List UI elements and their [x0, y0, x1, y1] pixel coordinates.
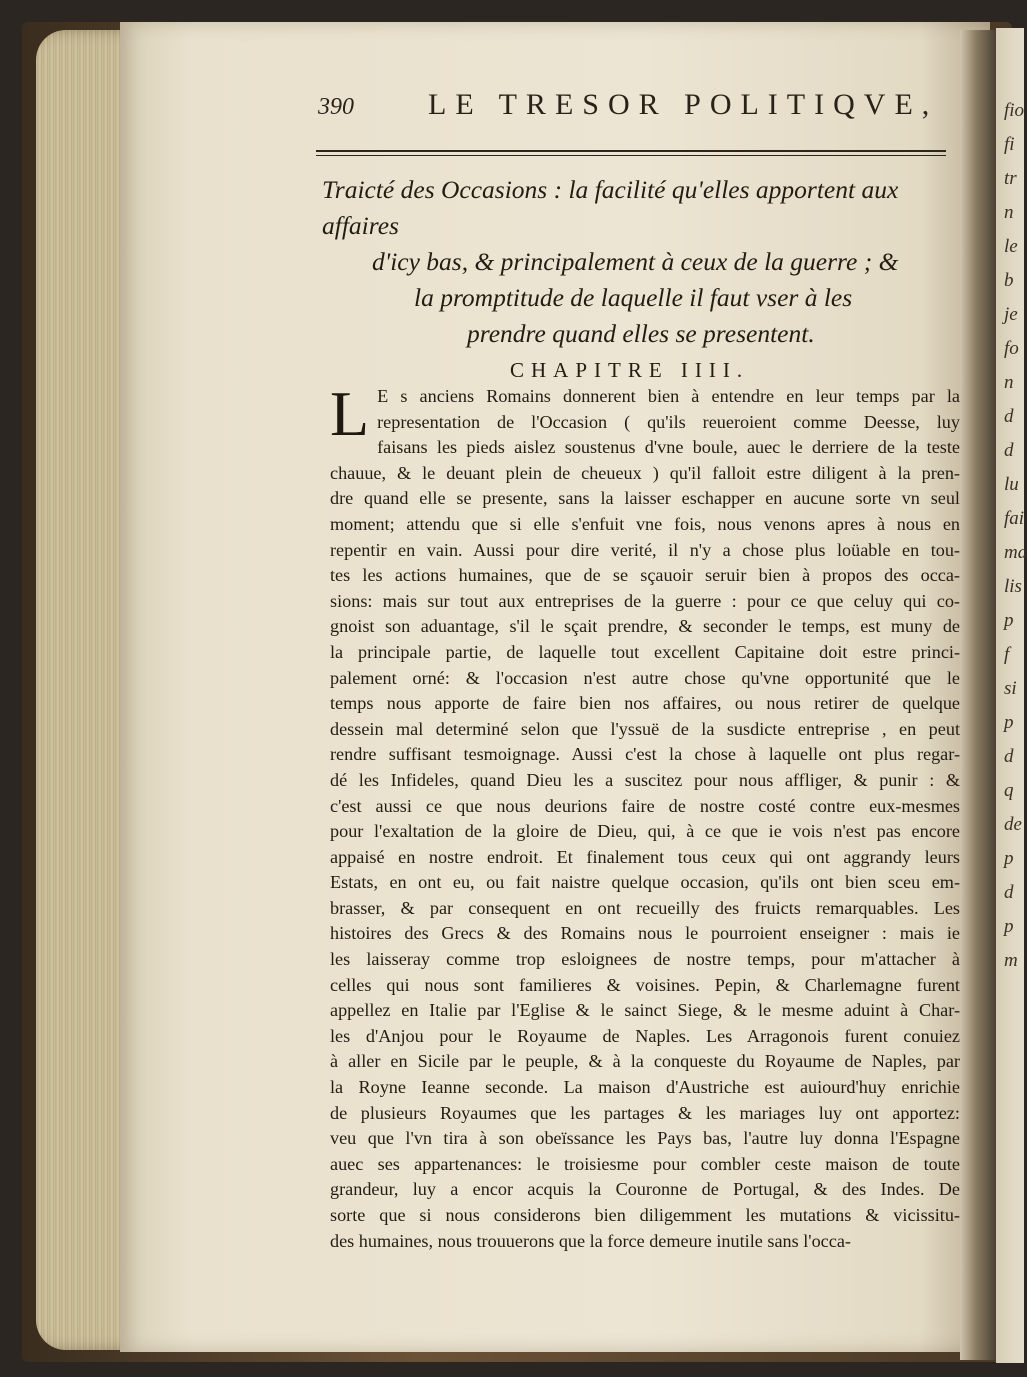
book-gutter	[960, 30, 1000, 1360]
right-page-fragment: d	[1004, 882, 1014, 903]
right-page-fragment: je	[1004, 304, 1018, 325]
right-page-fragment: b	[1004, 270, 1014, 291]
body-line: dre quand elle se presente, sans la laisser eschapper en aucune sorte vn seul	[330, 488, 960, 509]
right-page-edge	[996, 28, 1027, 1363]
right-page-fragment: q	[1004, 780, 1014, 801]
right-page-fragment: f	[1004, 644, 1010, 665]
body-line: veu que l'vn tira à son obeïssance les Pays bas, l'autre luy donna l'Espagne	[330, 1128, 960, 1149]
right-page-fragment: n	[1004, 202, 1014, 223]
right-page-fragment: tr	[1004, 168, 1017, 189]
right-page-fragment: p	[1004, 848, 1014, 869]
body-line: la Royne Ieanne seconde. La maison d'Austriche est auiourd'huy enrichie	[330, 1077, 960, 1098]
right-page-fragment: le	[1004, 236, 1018, 257]
subtitle-line: Traicté des Occasions : la facilité qu'elles apportent aux affaires	[322, 175, 899, 240]
body-line: appaisé en nostre endroit. Et finalement tous ceux qui ont aggrandy leurs	[330, 846, 960, 867]
right-page-fragment: fi	[1004, 134, 1015, 155]
right-page-fragment: d	[1004, 440, 1014, 461]
chapter-heading: CHAPITRE IIII.	[510, 358, 750, 382]
subtitle-line: prendre quand elles se presentent.	[467, 319, 815, 348]
header-rule	[316, 150, 946, 156]
right-page-fragment: d	[1004, 746, 1014, 767]
body-line: les d'Anjou pour le Royaume de Naples. Les Arragonois furent conuiez	[330, 1025, 960, 1046]
right-page-fragment: n	[1004, 372, 1014, 393]
body-line: brasser, & par consequent en ont recueilly des fruicts remarquables. Les	[330, 897, 960, 918]
body-line: de plusieurs Royaumes que les partages & les mariages luy ont apportez:	[330, 1102, 960, 1123]
right-page-fragment: lu	[1004, 474, 1019, 495]
page-number: 390	[318, 94, 354, 120]
body-line: E s anciens Romains donnerent bien à entendre en leur temps par la	[377, 386, 960, 406]
subtitle-line: d'icy bas, & principalement à ceux de la guerre ; &	[372, 247, 899, 276]
body-line: sorte que si nous considerons bien diligemment les mutations & vicissitu-	[330, 1205, 960, 1225]
right-page-fragment: p	[1004, 712, 1014, 733]
body-line: chauue, & le deuant plein de cheueux ) qu'il falloit estre diligent à la pren-	[330, 462, 960, 483]
running-title: LE TRESOR POLITIQVE,	[428, 88, 939, 121]
body-line: c'est aussi ce que nous deurions faire de nostre costé contre eux-mesmes	[330, 795, 960, 816]
body-line: moment; attendu que si elle s'enfuit vne fois, nous venons apres à nous en	[330, 513, 960, 534]
right-page-fragment: fio	[1004, 100, 1025, 121]
body-line: appellez en Italie par l'Eglise & le sainct Siege, & le mesme aduint à Char-	[330, 1000, 960, 1021]
body-line: rendre suffisant tesmoignage. Aussi c'est la chose à laquelle ont plus regar-	[330, 744, 960, 765]
right-page-fragment: si	[1004, 678, 1017, 699]
right-page-fragment: p	[1004, 610, 1014, 631]
page-header	[316, 88, 956, 128]
right-page-fragment: fai	[1004, 508, 1025, 529]
subtitle-line: la promptitude de laquelle il faut vser à les	[414, 283, 853, 312]
body-line: les laisseray comme trop esloignees de nostre temps, pour m'attacher à	[330, 949, 960, 970]
body-line: gnoist son aduantage, s'il le sçait prendre, & seconder le temps, est muny de	[330, 616, 960, 637]
body-line: faisans les pieds aislez soustenus d'vne boule, auec le derriere de la teste	[377, 437, 960, 458]
body-line: la principale partie, de laquelle tout excellent Capitaine doit estre princi-	[330, 641, 960, 662]
body-line: des humaines, nous trouuerons que la force demeure inutile sans l'occa-	[330, 1230, 851, 1251]
body-line: dessein mal determiné selon que l'yssuë de la susdicte entreprise , en peut	[330, 718, 960, 739]
right-page-fragment: p	[1004, 916, 1014, 937]
right-page-fragment: de	[1004, 814, 1022, 835]
body-line: representation de l'Occasion ( qu'ils reueroient comme Deesse, luy	[377, 411, 960, 432]
body-line: repentir en vain. Aussi pour dire verité, il n'y a chose plus loüable en tou-	[330, 539, 960, 560]
drop-cap: L	[330, 378, 370, 449]
right-page-fragment: ma	[1004, 542, 1027, 563]
right-page-fragment: fo	[1004, 338, 1019, 359]
body-line: dé les Infideles, quand Dieu les a suscitez pour nous affliger, & punir : &	[330, 769, 960, 790]
body-line: Estats, en ont eu, ou fait naistre quelque occasion, qu'ils ont bien sceu em-	[330, 872, 960, 893]
body-line: histoires des Grecs & des Romains nous le pourroient enseigner : mais ie	[330, 923, 960, 944]
body-line: auec ses appartenances: le troisiesme pour combler ceste maison de toute	[330, 1153, 960, 1174]
right-page-fragment: lis	[1004, 576, 1022, 597]
body-line: pour l'exaltation de la gloire de Dieu, qui, à ce que ie vois n'est pas encore	[330, 821, 960, 842]
body-line: à aller en Sicile par le peuple, & à la conqueste du Royaume de Naples, par	[330, 1051, 960, 1072]
body-text	[330, 378, 960, 1254]
chapter-subtitle	[322, 172, 962, 352]
body-line: palement orné: & l'occasion n'est autre chose qu'vne opportunité que le	[330, 667, 960, 688]
body-line: sions: mais sur tout aux entreprises de la guerre : pour ce que celuy qui co-	[330, 590, 960, 611]
body-line: grandeur, luy a encor acquis la Couronne de Portugal, & des Indes. De	[330, 1179, 960, 1200]
body-line: tes les actions humaines, que de se sçauoir seruir bien à propos des occa-	[330, 565, 960, 586]
right-page-fragment: m	[1004, 950, 1018, 971]
right-page-fragment: d	[1004, 406, 1014, 427]
body-line: celles qui nous sont familieres & voisines. Pepin, & Charlemagne furent	[330, 974, 960, 995]
body-line: temps nous apporte de faire bien nos affaires, ou nous retirer de quelque	[330, 693, 960, 714]
